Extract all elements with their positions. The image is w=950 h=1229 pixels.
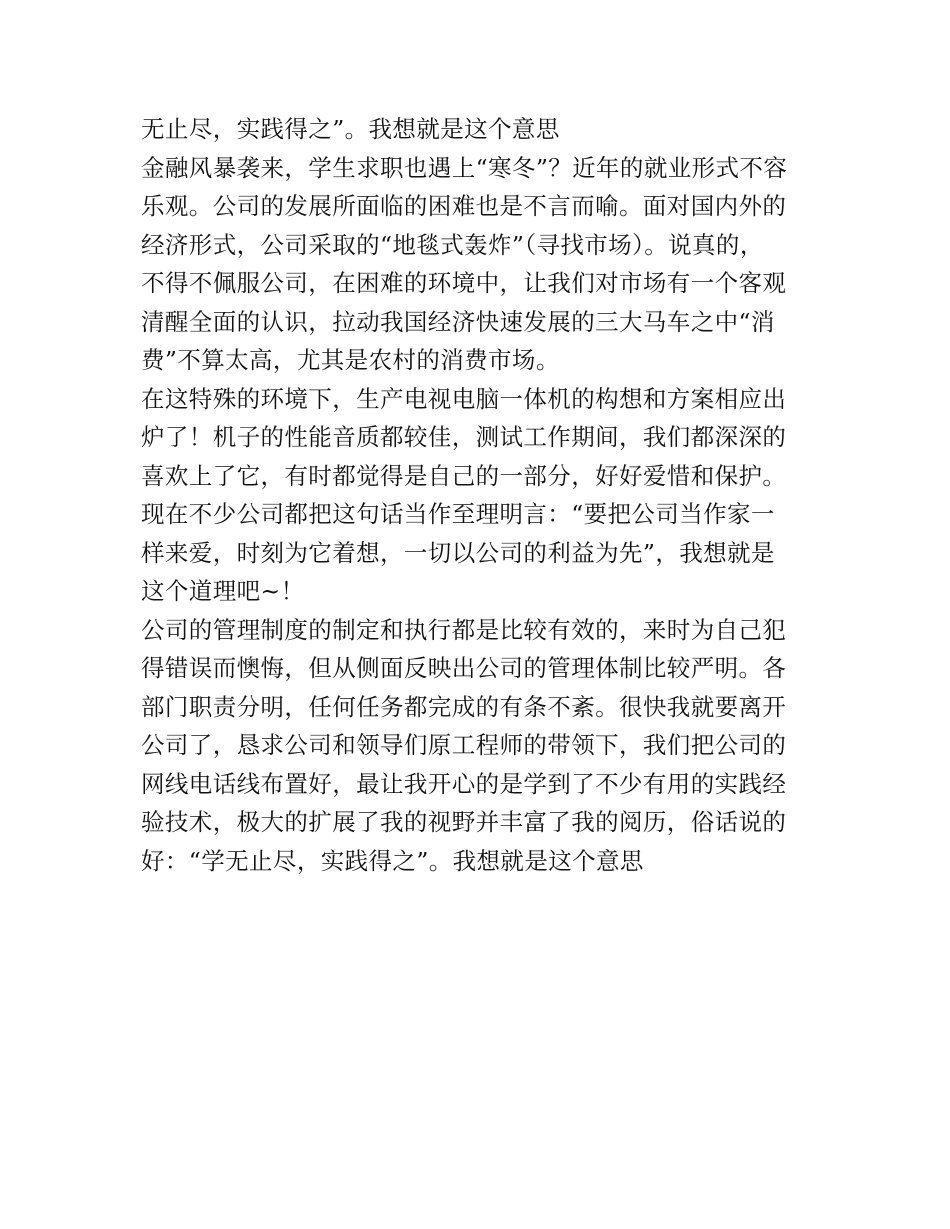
text-line: 经济形式，公司采取的“地毯式轰炸”（寻找市场）。说真的， bbox=[141, 230, 764, 259]
text-line: 金融风暴袭来，学生求职也遇上“寒冬”？近年的就业形式不容 bbox=[141, 153, 788, 182]
text-line: 这个道理吧~！ bbox=[141, 577, 305, 605]
text-line: 费”不算太高，尤其是农村的消费市场。 bbox=[141, 346, 560, 374]
text-line: 在这特殊的环境下，生产电视电脑一体机的构想和方案相应出 bbox=[141, 384, 787, 413]
text-line: 不得不佩服公司，在困难的环境中，让我们对市场有一个客观 bbox=[141, 269, 787, 297]
text-line: 好：“学无止尽，实践得之”。我想就是这个意思 bbox=[141, 846, 644, 875]
text-line: 炉了！机子的性能音质都较佳，测试工作期间，我们都深深的 bbox=[141, 423, 787, 451]
text-line: 公司了，恳求公司和领导们原工程师的带领下，我们把公司的 bbox=[141, 731, 787, 759]
text-line: 无止尽，实践得之”。我想就是这个意思 bbox=[141, 115, 560, 143]
text-line: 样来爱，时刻为它着想，一切以公司的利益为先”，我想就是 bbox=[141, 538, 775, 567]
text-line: 公司的管理制度的制定和执行都是比较有效的，来时为自己犯 bbox=[141, 615, 787, 644]
text-line: 验技术，极大的扩展了我的视野并丰富了我的阅历，俗话说的 bbox=[141, 808, 787, 836]
text-line: 网线电话线布置好，最让我开心的是学到了不少有用的实践经 bbox=[141, 769, 787, 798]
text-line: 乐观。公司的发展所面临的困难也是不言而喻。面对国内外的 bbox=[141, 192, 787, 220]
text-line: 现在不少公司都把这句话当作至理明言：“要把公司当作家一 bbox=[141, 500, 775, 528]
text-line: 喜欢上了它，有时都觉得是自己的一部分，好好爱惜和保护。 bbox=[141, 461, 787, 490]
document-body bbox=[141, 110, 821, 880]
text-line: 清醒全面的认识，拉动我国经济快速发展的三大马车之中“消 bbox=[141, 307, 775, 336]
text-line: 得错误而懊悔，但从侧面反映出公司的管理体制比较严明。各 bbox=[141, 654, 787, 682]
text-line: 部门职责分明，任何任务都完成的有条不紊。很快我就要离开 bbox=[141, 692, 787, 721]
